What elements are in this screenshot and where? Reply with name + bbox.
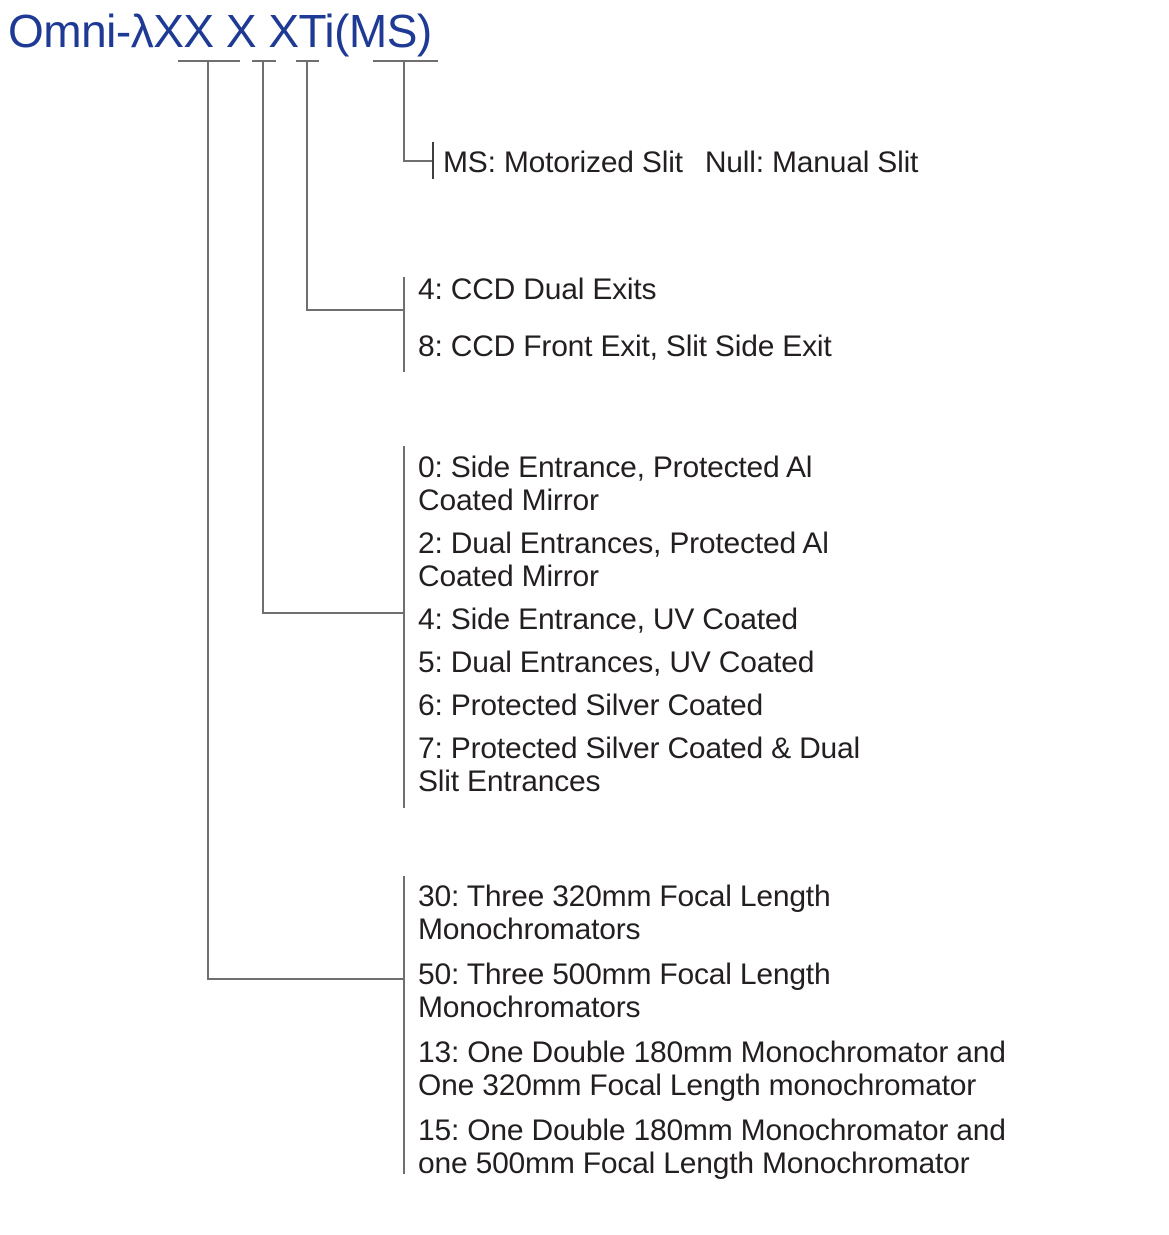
focal-section-spine [403, 876, 405, 1174]
focal-option-30-line-1: 30: Three 320mm Focal Length [418, 880, 831, 913]
focal-option-50 [418, 958, 1006, 1024]
entrance-option-5-line-1: 5: Dual Entrances, UV Coated [418, 646, 815, 679]
slit-options-row [443, 146, 918, 179]
entrance-option-0-line-2: Coated Mirror [418, 484, 599, 517]
exit-option-8: 8: CCD Front Exit, Slit Side Exit [418, 330, 832, 363]
connector-exit-elbow [306, 309, 405, 311]
connector-exit-vertical [306, 60, 308, 311]
exit-section-spine [403, 277, 405, 372]
connector-focal-vertical [207, 60, 209, 980]
entrance-option-2-line-2: Coated Mirror [418, 560, 599, 593]
tbar-focal-segment [178, 60, 240, 62]
connector-slit-vertical [403, 60, 405, 162]
focal-option-13-line-1: 13: One Double 180mm Monochromator and [418, 1036, 1006, 1069]
focal-option-13-line-2: One 320mm Focal Length monochromator [418, 1069, 977, 1102]
focal-options-list [418, 880, 1006, 1192]
entrance-option-7-line-1: 7: Protected Silver Coated & Dual [418, 732, 860, 765]
entrance-section-spine [403, 446, 405, 808]
entrance-option-7-line-2: Slit Entrances [418, 765, 601, 798]
connector-entrance-vertical [262, 60, 264, 614]
entrance-option-6 [418, 689, 860, 722]
entrance-option-2 [418, 527, 860, 593]
entrance-option-4 [418, 603, 860, 636]
focal-option-15-line-1: 15: One Double 180mm Monochromator and [418, 1114, 1006, 1147]
entrance-option-2-line-1: 2: Dual Entrances, Protected Al [418, 527, 829, 560]
model-code-title: Omni-λXX X XTi(MS) [8, 5, 432, 57]
tbar-slit-segment [373, 60, 438, 62]
slit-option-manual: Null: Manual Slit [704, 146, 919, 179]
entrance-option-4-line-1: 4: Side Entrance, UV Coated [418, 603, 798, 636]
focal-option-50-line-1: 50: Three 500mm Focal Length [418, 958, 831, 991]
connector-focal-elbow [207, 978, 405, 980]
entrance-option-7 [418, 732, 860, 798]
slit-end-tick [432, 142, 434, 179]
exit-option-4: 4: CCD Dual Exits [418, 273, 657, 306]
slit-option-motorized: MS: Motorized Slit [443, 146, 683, 179]
entrance-options-list [418, 451, 860, 808]
entrance-option-5 [418, 646, 860, 679]
focal-option-13 [418, 1036, 1006, 1102]
focal-option-30-line-2: Monochromators [418, 913, 641, 946]
focal-option-15 [418, 1114, 1006, 1180]
connector-entrance-elbow [262, 612, 405, 614]
entrance-option-6-line-1: 6: Protected Silver Coated [418, 689, 763, 722]
focal-option-30 [418, 880, 1006, 946]
connector-slit-elbow [403, 160, 434, 162]
entrance-option-0-line-1: 0: Side Entrance, Protected Al [418, 451, 813, 484]
focal-option-15-line-2: one 500mm Focal Length Monochromator [418, 1147, 970, 1180]
focal-option-50-line-2: Monochromators [418, 991, 641, 1024]
entrance-option-0 [418, 451, 860, 517]
tbar-entrance-segment [252, 60, 276, 62]
